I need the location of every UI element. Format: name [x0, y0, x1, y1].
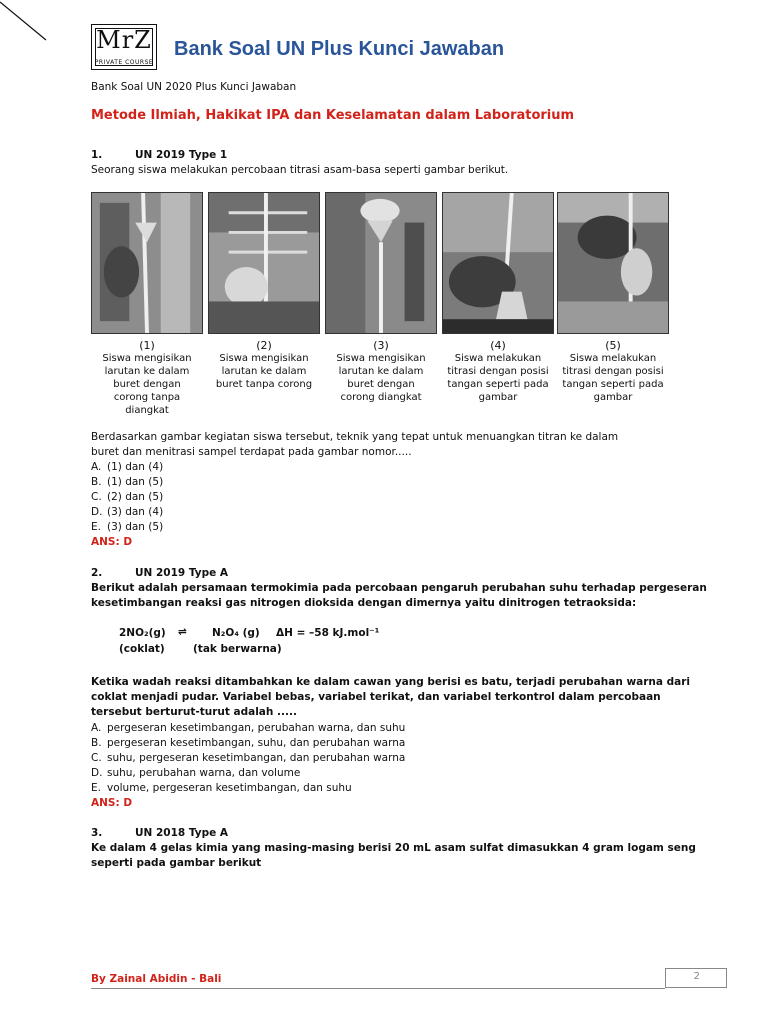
figure-5-caption-line: titrasi dengan posisi [562, 366, 664, 377]
figure-2-caption-line: larutan ke dalam [221, 366, 307, 377]
figure-5-caption-line: tangan seperti pada [562, 379, 664, 390]
question-type: UN 2018 Type A [135, 827, 229, 839]
figure-3-photo [325, 192, 437, 334]
logo-subtitle: PRIVATE COURSE [94, 59, 154, 66]
question-2-text-line: tersebut berturut-turut adalah ..... [91, 706, 297, 718]
option-letter: E. [91, 521, 101, 533]
figure-2 [208, 192, 320, 391]
page-number-box [665, 968, 727, 988]
answer-option [91, 781, 352, 796]
question-2-intro-line: kesetimbangan reaksi gas nitrogen dioksida dengan dimernya yaitu dinitrogen tetraoksida: [91, 597, 637, 609]
footer-author: By Zainal Abidin - Bali [91, 973, 222, 985]
figure-2-number: (2) [256, 339, 272, 352]
equation-enthalpy: ΔH = –58 kJ.mol⁻¹ [276, 627, 380, 639]
option-letter: B. [91, 476, 102, 488]
corner-line-decoration [0, 0, 60, 50]
answer-option [91, 736, 405, 751]
answer-option [91, 460, 163, 475]
page-header-title: Bank Soal UN Plus Kunci Jawaban [174, 38, 505, 60]
question-3-intro-line: seperti pada gambar berikut [91, 857, 262, 869]
figure-3 [325, 192, 437, 404]
figure-3-caption-line: larutan ke dalam [338, 366, 424, 377]
option-text: (3) dan (4) [107, 506, 164, 518]
document-subtitle: Bank Soal UN 2020 Plus Kunci Jawaban [91, 81, 297, 93]
figure-4-caption-line: Siswa melakukan [454, 353, 542, 364]
question-2-text-line: coklat menjadi pudar. Variabel bebas, variabel terikat, dan variabel terkontrol dalam percobaan [91, 691, 661, 703]
option-letter: C. [91, 491, 102, 503]
figure-5-caption-line: gambar [593, 392, 633, 403]
question-1-text-line: Berdasarkan gambar kegiatan siswa tersebut, teknik yang tepat untuk menuangkan titran ke dalam [91, 431, 619, 443]
question-2-header [91, 566, 228, 581]
question-number: 1. [91, 149, 103, 161]
figure-1-number: (1) [139, 339, 155, 352]
question-1-header [91, 148, 227, 163]
equation-arrow: ⇌ [178, 626, 187, 638]
figure-5-number: (5) [605, 339, 621, 352]
figure-4 [442, 192, 554, 404]
figure-5-photo [557, 192, 669, 334]
option-text: (2) dan (5) [107, 491, 164, 503]
option-text: suhu, perubahan warna, dan volume [107, 767, 301, 779]
question-3-intro-line: Ke dalam 4 gelas kimia yang masing-masing berisi 20 mL asam sulfat dimasukkan 4 gram logam seng [91, 842, 696, 854]
answer-option [91, 505, 163, 520]
option-letter: B. [91, 737, 102, 749]
figure-4-number: (4) [490, 339, 506, 352]
equation-product-color: (tak berwarna) [193, 643, 282, 655]
figure-2-caption-line: buret tanpa corong [215, 379, 313, 390]
titration-figure-strip [91, 192, 669, 422]
figure-1-caption-line: Siswa mengisikan [102, 353, 192, 364]
question-3-header [91, 826, 228, 841]
figure-3-caption-line: Siswa mengisikan [336, 353, 426, 364]
question-1-text-line: buret dan menitrasi sampel terdapat pada gambar nomor..... [91, 446, 412, 458]
option-text: pergeseran kesetimbangan, suhu, dan perubahan warna [107, 737, 406, 749]
option-letter: A. [91, 722, 102, 734]
figure-5-caption-line: Siswa melakukan [569, 353, 657, 364]
figure-2-photo [208, 192, 320, 334]
figure-4-caption-line: titrasi dengan posisi [447, 366, 549, 377]
section-title: Metode Ilmiah, Hakikat IPA dan Keselamatan dalam Laboratorium [91, 108, 575, 123]
question-2-text-line: Ketika wadah reaksi ditambahkan ke dalam cawan yang berisi es batu, terjadi perubahan warna dari [91, 676, 691, 688]
answer-option [91, 475, 163, 490]
figure-1-caption-line: corong tanpa [113, 392, 181, 403]
option-text: pergeseran kesetimbangan, perubahan warna, dan suhu [107, 722, 406, 734]
equation-reactant-color: (coklat) [119, 643, 165, 655]
figure-4-photo [442, 192, 554, 334]
figure-1-caption-line: buret dengan [113, 379, 181, 390]
figure-1 [91, 192, 203, 417]
page-number: 2 [693, 971, 700, 982]
option-text: volume, pergeseran kesetimbangan, dan suhu [107, 782, 352, 794]
answer-option [91, 766, 300, 781]
option-text: (3) dan (5) [107, 521, 164, 533]
equation-product: N₂O₄ (g) [212, 627, 260, 639]
answer-option [91, 751, 405, 766]
figure-3-caption-line: buret dengan [347, 379, 415, 390]
equation-reactant: 2NO₂(g) [119, 627, 166, 639]
logo-mark: MrZ [96, 26, 152, 54]
figure-3-number: (3) [373, 339, 389, 352]
mrz-logo [91, 24, 157, 70]
option-letter: E. [91, 782, 101, 794]
figure-4-caption-line: tangan seperti pada [447, 379, 549, 390]
answer-option [91, 520, 163, 535]
figure-2-caption-line: Siswa mengisikan [219, 353, 309, 364]
option-letter: D. [91, 767, 103, 779]
question-2-intro-line: Berikut adalah persamaan termokimia pada percobaan pengaruh perubahan suhu terhadap pergeseran [91, 582, 707, 594]
option-letter: C. [91, 752, 102, 764]
answer-key: ANS: D [91, 536, 133, 548]
question-type: UN 2019 Type A [135, 567, 229, 579]
option-text: suhu, pergeseran kesetimbangan, dan perubahan warna [107, 752, 406, 764]
figure-3-caption-line: corong diangkat [340, 392, 422, 403]
figure-1-caption-line: diangkat [125, 405, 169, 416]
question-number: 2. [91, 567, 103, 579]
option-letter: D. [91, 506, 103, 518]
answer-option [91, 490, 163, 505]
question-1-intro: Seorang siswa melakukan percobaan titrasi asam-basa seperti gambar berikut. [91, 164, 509, 176]
figure-5 [557, 192, 669, 404]
question-number: 3. [91, 827, 103, 839]
figure-4-caption-line: gambar [478, 392, 518, 403]
option-text: (1) dan (4) [107, 461, 164, 473]
option-letter: A. [91, 461, 102, 473]
footer-divider [91, 988, 665, 989]
option-text: (1) dan (5) [107, 476, 164, 488]
figure-1-caption-line: larutan ke dalam [104, 366, 190, 377]
question-type: UN 2019 Type 1 [135, 149, 228, 161]
figure-1-photo [91, 192, 203, 334]
answer-key: ANS: D [91, 797, 133, 809]
answer-option [91, 721, 405, 736]
